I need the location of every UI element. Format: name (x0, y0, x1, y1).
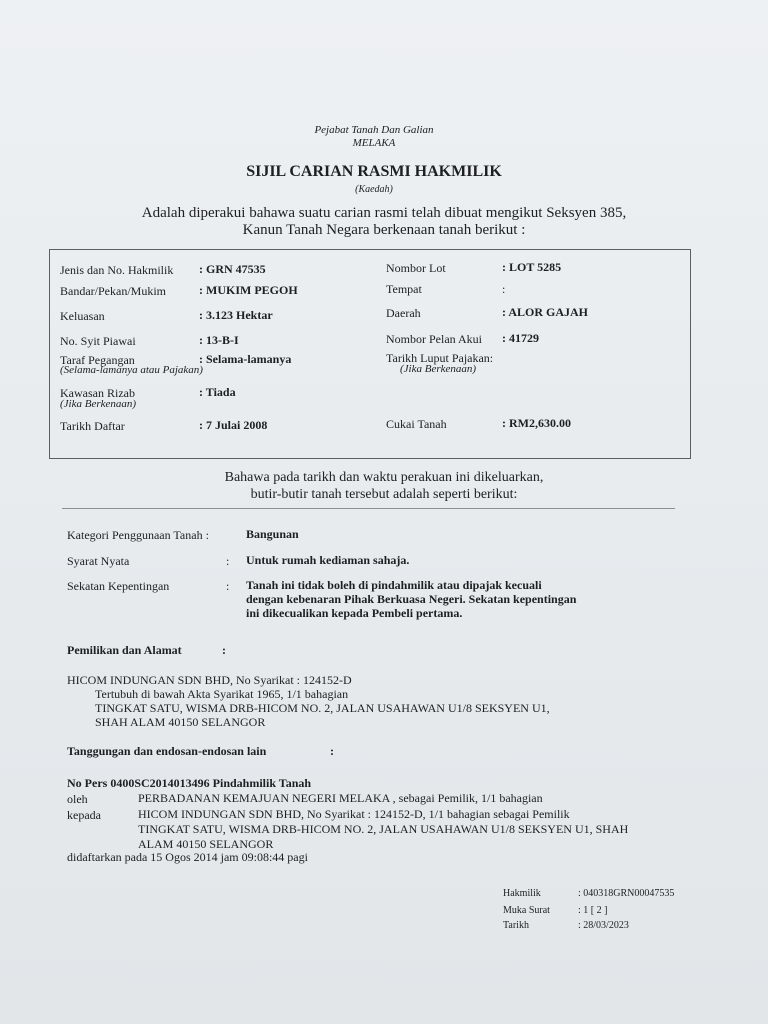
footer-muka-label: Muka Surat (503, 905, 550, 916)
statement-line-2: butir-butir tanah tersebut adalah seperti berikut: (250, 487, 518, 502)
pelan-value: : 41729 (502, 331, 539, 345)
kepada-line-2: TINGKAT SATU, WISMA DRB-HICOM NO. 2, JALAN USAHAWAN U1/8 SEKSYEN U1, SHAH (138, 822, 629, 836)
kepada-line-3: ALAM 40150 SELANGOR (138, 837, 274, 851)
taraf-note: (Selama-lamanya atau Pajakan) (60, 364, 203, 376)
jenis-value: : GRN 47535 (199, 262, 266, 276)
taraf-value: : Selama-lamanya (199, 352, 292, 366)
sekatan-label: Sekatan Kepentingan (67, 579, 170, 593)
luput-label: Tarikh Luput Pajakan: (386, 351, 494, 365)
sekatan-line-3: ini dikecualikan kepada Pembeli pertama. (246, 606, 463, 620)
document-title: SIJIL CARIAN RASMI HAKMILIK (246, 163, 502, 180)
intro-line-1: Adalah diperakui bahawa suatu carian rasmi telah dibuat mengikut Seksyen 385, (141, 205, 627, 221)
daerah-value: : ALOR GAJAH (502, 305, 589, 319)
state-name: MELAKA (352, 137, 396, 149)
land-details-box (49, 249, 691, 459)
tarikh-daftar-value: : 7 Julai 2008 (199, 418, 268, 432)
bandar-label: Bandar/Pekan/Mukim (60, 284, 166, 298)
footer-muka-value: : 1 [ 2 ] (578, 905, 608, 916)
footer-tarikh-label: Tarikh (503, 920, 529, 931)
owner-line-3: TINGKAT SATU, WISMA DRB-HICOM NO. 2, JALAN USAHAWAN U1/8 SEKSYEN U1, (95, 701, 550, 715)
sekatan-line-2: dengan kebenaran Pihak Berkuasa Negeri. Sekatan kepentingan (246, 592, 577, 606)
owner-name: HICOM INDUNGAN SDN BHD, No Syarikat : 124152-D (67, 673, 352, 687)
kategori-label: Kategori Penggunaan Tanah : (67, 528, 209, 542)
statement-line-1: Bahawa pada tarikh dan waktu perakuan ini dikeluarkan, (224, 470, 544, 485)
cukai-label: Cukai Tanah (386, 417, 447, 431)
ownership-heading: Pemilikan dan Alamat (67, 643, 182, 657)
tempat-label: Tempat (386, 282, 422, 296)
document-subtitle: (Kaedah) (355, 184, 393, 195)
section-divider (62, 508, 675, 509)
sekatan-line-1: Tanah ini tidak boleh di pindahmilik atau dipajak kecuali (246, 578, 542, 592)
owner-line-4: SHAH ALAM 40150 SELANGOR (95, 715, 266, 729)
ownership-colon: : (222, 643, 226, 657)
kepada-line-1: HICOM INDUNGAN SDN BHD, No Syarikat : 124152-D, 1/1 bahagian sebagai Pemilik (138, 807, 570, 821)
keluasan-label: Keluasan (60, 309, 105, 323)
intro-line-2: Kanun Tanah Negara berkenaan tanah berikut : (242, 222, 526, 238)
footer-hakmilik-label: Hakmilik (503, 888, 541, 899)
keluasan-value: : 3.123 Hektar (199, 308, 273, 322)
syarat-colon: : (226, 554, 230, 568)
kategori-value: Bangunan (246, 527, 299, 541)
sekatan-colon: : (226, 579, 230, 593)
encumbrance-colon: : (330, 744, 334, 758)
syit-label: No. Syit Piawai (60, 334, 136, 348)
syarat-label: Syarat Nyata (67, 554, 130, 568)
daerah-label: Daerah (386, 306, 421, 320)
footer-hakmilik-value: : 040318GRN00047535 (578, 888, 675, 899)
luput-note: (Jika Berkenaan) (400, 363, 477, 375)
owner-line-2: Tertubuh di bawah Akta Syarikat 1965, 1/1 bahagian (95, 687, 349, 701)
kawasan-label: Kawasan Rizab (60, 386, 135, 400)
cukai-value: : RM2,630.00 (502, 416, 571, 430)
taraf-label: Taraf Pegangan (60, 353, 135, 367)
registered-line: didaftarkan pada 15 Ogos 2014 jam 09:08:44 pagi (67, 850, 308, 864)
oleh-value: PERBADANAN KEMAJUAN NEGERI MELAKA , sebagai Pemilik, 1/1 bahagian (138, 791, 543, 805)
jenis-label: Jenis dan No. Hakmilik (60, 263, 174, 277)
footer-tarikh-value: : 28/03/2023 (578, 920, 629, 931)
kawasan-note: (Jika Berkenaan) (60, 398, 137, 410)
syit-value: : 13-B-I (199, 333, 239, 347)
pers-number: No Pers 0400SC2014013496 Pindahmilik Tanah (67, 776, 312, 790)
kepada-label: kepada (67, 808, 101, 822)
nombor-lot-label: Nombor Lot (386, 261, 446, 275)
syarat-value: Untuk rumah kediaman sahaja. (246, 553, 410, 567)
encumbrance-heading: Tanggungan dan endosan-endosan lain (67, 744, 267, 758)
kawasan-value: : Tiada (199, 385, 236, 399)
bandar-value: : MUKIM PEGOH (199, 283, 298, 297)
tempat-value: : (502, 282, 506, 296)
nombor-lot-value: : LOT 5285 (502, 260, 562, 274)
tarikh-daftar-label: Tarikh Daftar (60, 419, 125, 433)
pelan-label: Nombor Pelan Akui (386, 332, 482, 346)
office-name: Pejabat Tanah Dan Galian (314, 124, 434, 136)
oleh-label: oleh (67, 792, 88, 806)
